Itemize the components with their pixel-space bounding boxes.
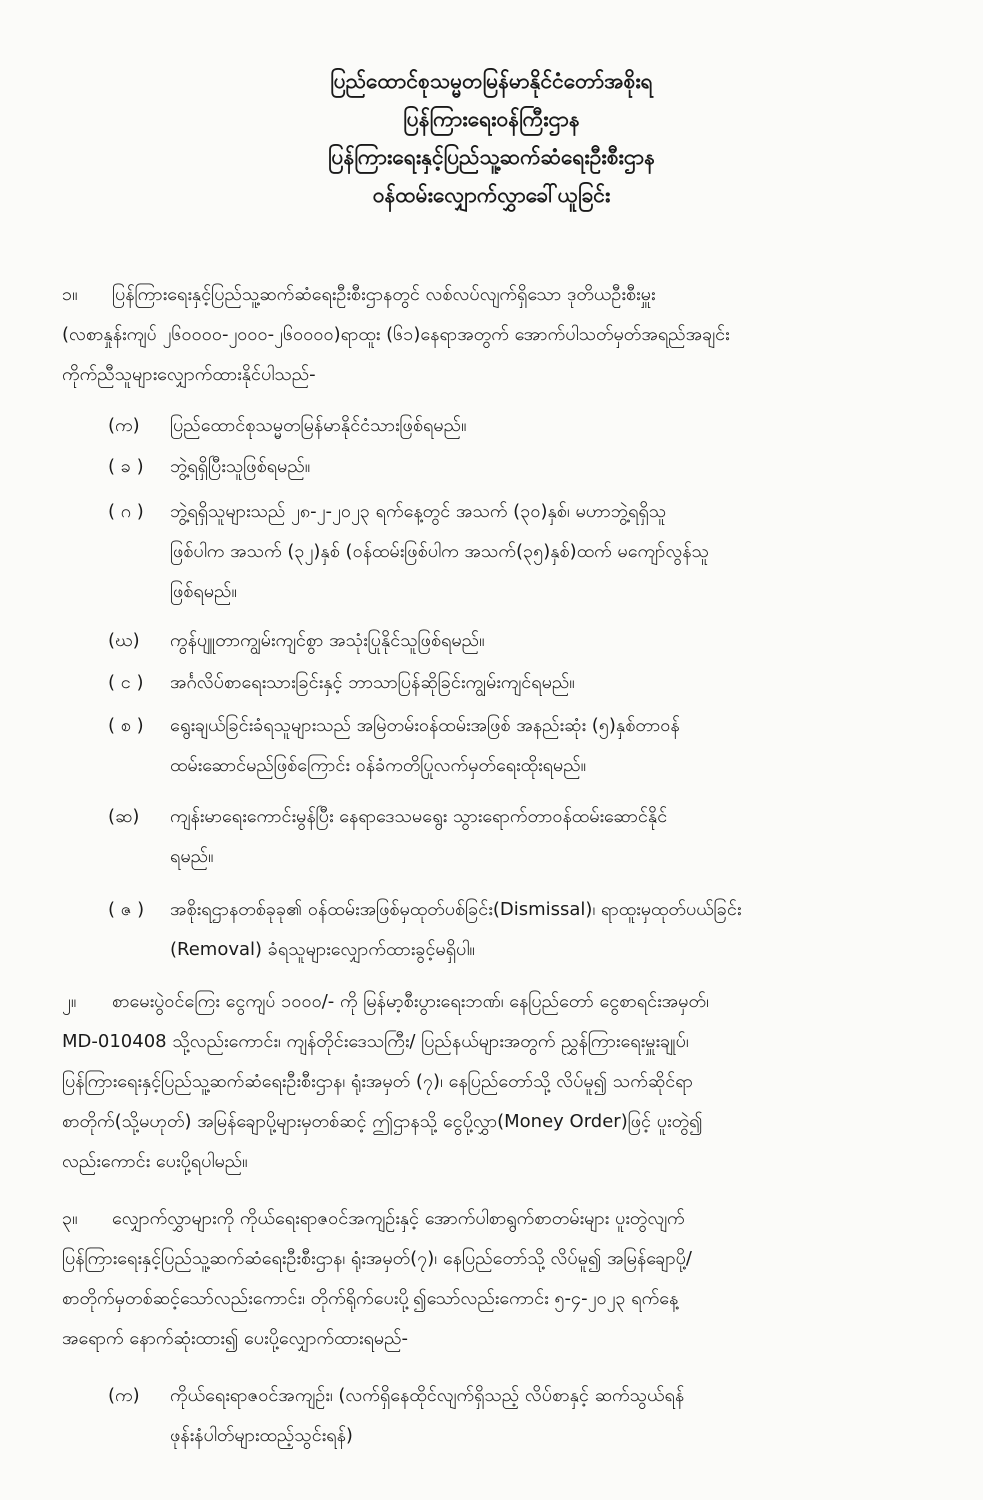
section-3-line-1: လျှောက်လွှာများကို ကိုယ်ရေးရာဇဝင်အကျဉ်းနှင့် အောက်ပါစာရွက်စာတမ်းများ ပူးတွဲလျက် <box>112 1208 685 1229</box>
list-item <box>108 406 948 446</box>
list-item-text: ကျန်းမာရေးကောင်းမွန်ပြီး နေရာဒေသမရွေး သွားရောက်တာဝန်ထမ်းဆောင်နိုင် <box>170 806 668 827</box>
list-item-text: ကွန်ပျူတာကျွမ်းကျင်စွာ အသုံးပြုနိုင်သူဖြစ်ရမည်။ <box>170 630 485 651</box>
list-item-text: ဖြစ်ရမည်။ <box>170 581 237 602</box>
list-item-label: (က) <box>108 415 140 436</box>
header-announcement-title: ဝန်ထမ်းလျှောက်လွှာခေါ်ယူခြင်း <box>372 183 611 207</box>
section-1-line-3: ကိုက်ညီသူများလျှောက်ထားနိုင်ပါသည်- <box>62 364 316 385</box>
list-item-text: ရမည်။ <box>170 846 214 867</box>
section-2-line-3: ပြန်ကြားရေးနှင့်ပြည်သူ့ဆက်ဆံရေးဦးစီးဌာန၊ ရုံးအမှတ် (၇)၊ နေပြည်တော်သို့ လိပ်မူ၍ သက်ဆိုင်ရာ <box>62 1071 693 1092</box>
section-1-paragraph <box>62 275 942 395</box>
section-3-line-4: အရောက် နောက်ဆုံးထား၍ ပေးပို့လျှောက်ထားရမည်- <box>62 1328 408 1349</box>
list-item <box>108 890 948 970</box>
header-government: ပြည်ထောင်စုသမ္မတမြန်မာနိုင်ငံတော်အစိုးရ <box>330 69 653 93</box>
section-3-number: ၃။ <box>62 1208 78 1229</box>
list-item-text: ဘွဲ့ရရှိပြီးသူဖြစ်ရမည်။ <box>170 456 311 477</box>
list-item-label: ( ခ ) <box>108 456 144 477</box>
list-item-label: (ဆ) <box>108 806 140 827</box>
list-item-text: ရွေးချယ်ခြင်းခံရသူများသည် အမြဲတမ်းဝန်ထမ်းအဖြစ် အနည်းဆုံး (၅)နှစ်တာဝန် <box>170 715 680 736</box>
list-item-text: ဖုန်းနံပါတ်များထည့်သွင်းရန်) <box>170 1425 353 1446</box>
section-2-number: ၂။ <box>62 991 77 1012</box>
list-item-text: (Removal) ခံရသူများလျှောက်ထားခွင့်မရှိပါ။ <box>170 939 475 960</box>
section-1-line-1: ပြန်ကြားရေးနှင့်ပြည်သူ့ဆက်ဆံရေးဦးစီးဌာနတွင် လစ်လပ်လျက်ရှိသော ဒုတိယဦးစီးမှူး <box>112 284 656 305</box>
section-2-line-5: လည်းကောင်း ပေးပို့ရပါမည်။ <box>62 1151 248 1172</box>
list-item-text: အင်္ဂလိပ်စာရေးသားခြင်းနှင့် ဘာသာပြန်ဆိုခြင်းကျွမ်းကျင်ရမည်။ <box>170 672 575 693</box>
list-item-text: ကိုယ်ရေးရာဇဝင်အကျဉ်း၊ (လက်ရှိနေထိုင်လျက်ရှိသည့် လိပ်စာနှင့် ဆက်သွယ်ရန် <box>170 1385 685 1406</box>
list-item <box>108 1376 948 1456</box>
header-department: ပြန်ကြားရေးနှင့်ပြည်သူ့ဆက်ဆံရေးဦးစီးဌာန <box>327 145 656 169</box>
list-item-label: (က) <box>108 1385 140 1406</box>
list-item <box>108 447 948 487</box>
section-3-line-2: ပြန်ကြားရေးနှင့်ပြည်သူ့ဆက်ဆံရေးဦးစီးဌာန၊ ရုံးအမှတ်(၇)၊ နေပြည်တော်သို့ လိပ်မူ၍ အမြန်ချောပို့/ <box>62 1248 692 1269</box>
list-item-label: ( ဇ ) <box>108 899 145 920</box>
list-item-label: (ဃ) <box>108 630 140 651</box>
list-item-text: ဘွဲ့ရရှိသူများသည် ၂၈-၂-၂၀၂၃ ရက်နေ့တွင် အသက် (၃၀)နှစ်၊ မဟာဘွဲ့ရရှိသူ <box>170 501 667 522</box>
document-header <box>0 62 983 214</box>
section-1-number: ၁။ <box>62 284 78 305</box>
section-3-line-3: စာတိုက်မှတစ်ဆင့်သော်လည်းကောင်း၊ တိုက်ရိုက်ပေးပို့၍သော်လည်းကောင်း ၅-၄-၂၀၂၃ ရက်နေ့ <box>62 1288 679 1309</box>
list-item-text: ပြည်ထောင်စုသမ္မတမြန်မာနိုင်ငံသားဖြစ်ရမည်။ <box>170 415 467 436</box>
list-item-text: ဖြစ်ပါက အသက် (၃၂)နှစ် (ဝန်ထမ်းဖြစ်ပါက အသက်(၃၅)နှစ်)ထက် မကျော်လွန်သူ <box>170 541 709 562</box>
list-item <box>108 797 948 877</box>
section-2-line-1: စာမေးပွဲဝင်ကြေး ငွေကျပ် ၁၀၀၀/- ကို မြန်မာ့စီးပွားရေးဘဏ်၊ နေပြည်တော် ငွေစာရင်းအမှတ်၊ <box>112 991 709 1012</box>
list-item-label: ( ဂ ) <box>108 501 144 522</box>
section-3-paragraph <box>62 1199 942 1359</box>
section-2-line-2: MD-010408 သို့လည်းကောင်း၊ ကျန်တိုင်းဒေသကြီး/ ပြည်နယ်များအတွက် ညွှန်ကြားရေးမှူးချုပ်၊ <box>62 1031 689 1052</box>
list-item-text: ထမ်းဆောင်မည်ဖြစ်ကြောင်း ဝန်ခံကတိပြုလက်မှတ်ရေးထိုးရမည်။ <box>170 755 587 776</box>
list-item-text: အစိုးရဌာနတစ်ခုခု၏ ဝန်ထမ်းအဖြစ်မှထုတ်ပစ်ခြင်း(Dismissal)၊ ရာထူးမှထုတ်ပယ်ခြင်း <box>170 899 742 920</box>
list-item <box>108 621 948 661</box>
section-2-line-4: စာတိုက်(သို့မဟုတ်) အမြန်ချောပို့များမှတစ်ဆင့် ဤဌာနသို့ ငွေပို့လွှာ(Money Order)ဖြင့် ပူးတွဲ၍ <box>62 1111 703 1132</box>
list-item <box>108 492 948 612</box>
list-item <box>108 706 948 786</box>
list-item-label: ( စ ) <box>108 715 144 736</box>
section-2-paragraph <box>62 982 942 1182</box>
list-item-label: ( င ) <box>108 672 144 693</box>
list-item <box>108 663 948 703</box>
section-1-line-2: (လစာနှုန်းကျပ် ၂၆၀၀၀၀-၂၀၀၀-၂၆၀၀၀၀)ရာထူး (၆၁)နေရာအတွက် အောက်ပါသတ်မှတ်အရည်အချင်း <box>62 324 730 345</box>
header-ministry: ပြန်ကြားရေးဝန်ကြီးဌာန <box>403 107 580 131</box>
